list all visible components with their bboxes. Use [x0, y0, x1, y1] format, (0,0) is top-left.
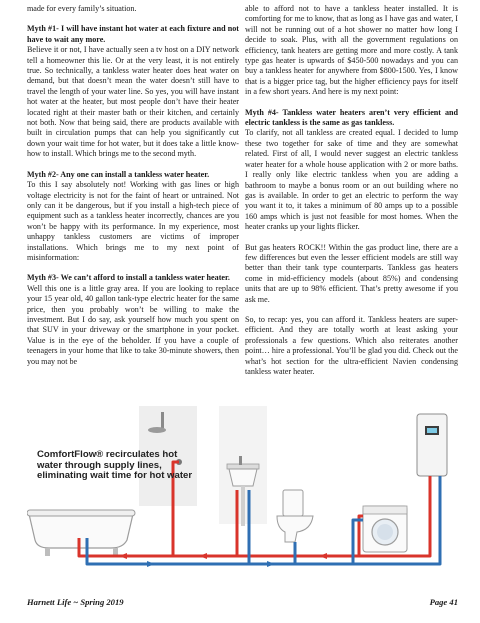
faucet-icon: [239, 456, 242, 465]
article-right-column: [245, 4, 458, 377]
plumbing-illustration: [27, 406, 458, 572]
shower-head-icon: [148, 427, 166, 433]
footer-publication: Harnett Life ~ Spring 2019: [27, 597, 124, 607]
body-paragraph: able to afford not to have a tankless heater installed. It is comforting for me to know, that as long as I have gas and water, I will not be running out of a hot shower no matter how long I decide to soak. Plus, with all the government regulations on efficiency, tank heaters are getting more and more costly. A tank type gas heater is upwards of $450-500 nowadays and you can buy a tankless heater for anywhere from $800-1500. Yes, I know that is a bigger price tag, but the higher efficiency pays for itself in a few short years. And here is my next point:: [245, 4, 458, 97]
paragraph-gap: [27, 14, 239, 24]
myth-heading: Myth #2- Any one can install a tankless water heater.: [27, 169, 210, 179]
body-paragraph: Well this one is a little gray area. If you are looking to replace your 15 year old, 40 gallon tank-type electric heater for the same price, then you probably won’t be willing to make the investment. But I do say, ask yourself how much you spent on that SUV in your driveway or the smartphone in your pocket. Value is in the eye of the beholder. If you have a couple of teenagers in your home that like to take 30-minute showers, then you may not be: [27, 283, 239, 366]
myth-heading: Myth #3- We can’t afford to install a tankless water heater.: [27, 273, 230, 283]
plumbing-diagram: [27, 406, 458, 572]
comfortflow-callout: ComfortFlow® recirculates hot water through supply lines, eliminating wait time for hot water: [37, 449, 193, 482]
bathtub-icon: [29, 514, 133, 548]
body-paragraph: So, to recap: yes, you can afford it. Tankless heaters are super-efficient. And they are totally worth at least asking your professionals a few questions. Which also reiterates another point… hire a professional. You’ll be glad you did. Check out the what’s hot section for the ultra-efficient Navien condensing tankless water heater.: [245, 314, 458, 376]
body-paragraph: made for every family’s situation.: [27, 4, 137, 13]
paragraph-gap: [27, 160, 239, 170]
paragraph-gap: [245, 98, 458, 108]
article-left-column: [27, 4, 239, 367]
paragraph-gap: [27, 263, 239, 273]
body-paragraph: But gas heaters ROCK!! Within the gas product line, there are a few differences but even the lesser efficient models are still way better than their tank type counterparts. Tankless gas heaters come in mid-efficiency models (about 85%) and condensing units that are up to 98% efficient. That’s pretty awesome if you ask me.: [245, 242, 458, 304]
myth-heading: Myth #1- I will have instant hot water at each fixture and not have to wait any more.: [27, 24, 239, 44]
toilet-icon: [277, 516, 313, 542]
tankless-water-heater-icon: [417, 414, 447, 476]
body-paragraph: To clarify, not all tankless are created equal. I decided to lump these two together for sake of time and they are somewhat related. First of all, I would never suggest an electric tankless water heater for a whole house application with 2 or more baths. I really only like electric tankless when you are adding a bathroom to maybe a bonus room or an out building where no gas is available. In order to get an electric to perform the way you want it to, it takes a minimum of 80 amps up to a possible 160 amps which is just not feasible for most homes. When the heater cranks up your lights flicker.: [245, 128, 458, 232]
myth-heading: Myth #4- Tankless water heaters aren’t very efficient and electric tankless is the same as gas tankless.: [245, 107, 458, 128]
body-paragraph: Believe it or not, I have actually seen a tv host on a DIY network tell a homeowner this lie. Or at the very least, it is not entirely true. So technically, a tankless water heater does heat water on demand, but that doesn’t mean the water doesn’t still have to travel the length of your water line. So yes, you will have instant hot water at the heater, but most people don’t have their heater located right at their master bath or their kitchen, and certainly not both. Now that being said, there are products available with built in circulation pumps that can help you significantly cut down your wait time for hot water, but it does take a little know-how to install. Which brings me to the second myth.: [27, 45, 239, 159]
paragraph-gap: [245, 233, 458, 243]
paragraph-gap: [245, 305, 458, 315]
body-paragraph: To this I say absolutely not! Working with gas lines or high voltage electricity is not for the faint of heart or untrained. Not only can it be dangerous, but if you install a high-tech piece of equipment such as a tankless heater incorrectly, chances are you won’t be happy with its performance. In my experience, most unhappy tankless customers are victims of improper installations. Which brings me to my next point of misinformation:: [27, 180, 239, 262]
sink-icon: [229, 469, 257, 486]
toilet-tank-icon: [283, 490, 303, 516]
footer-page-number: Page 41: [429, 597, 458, 607]
